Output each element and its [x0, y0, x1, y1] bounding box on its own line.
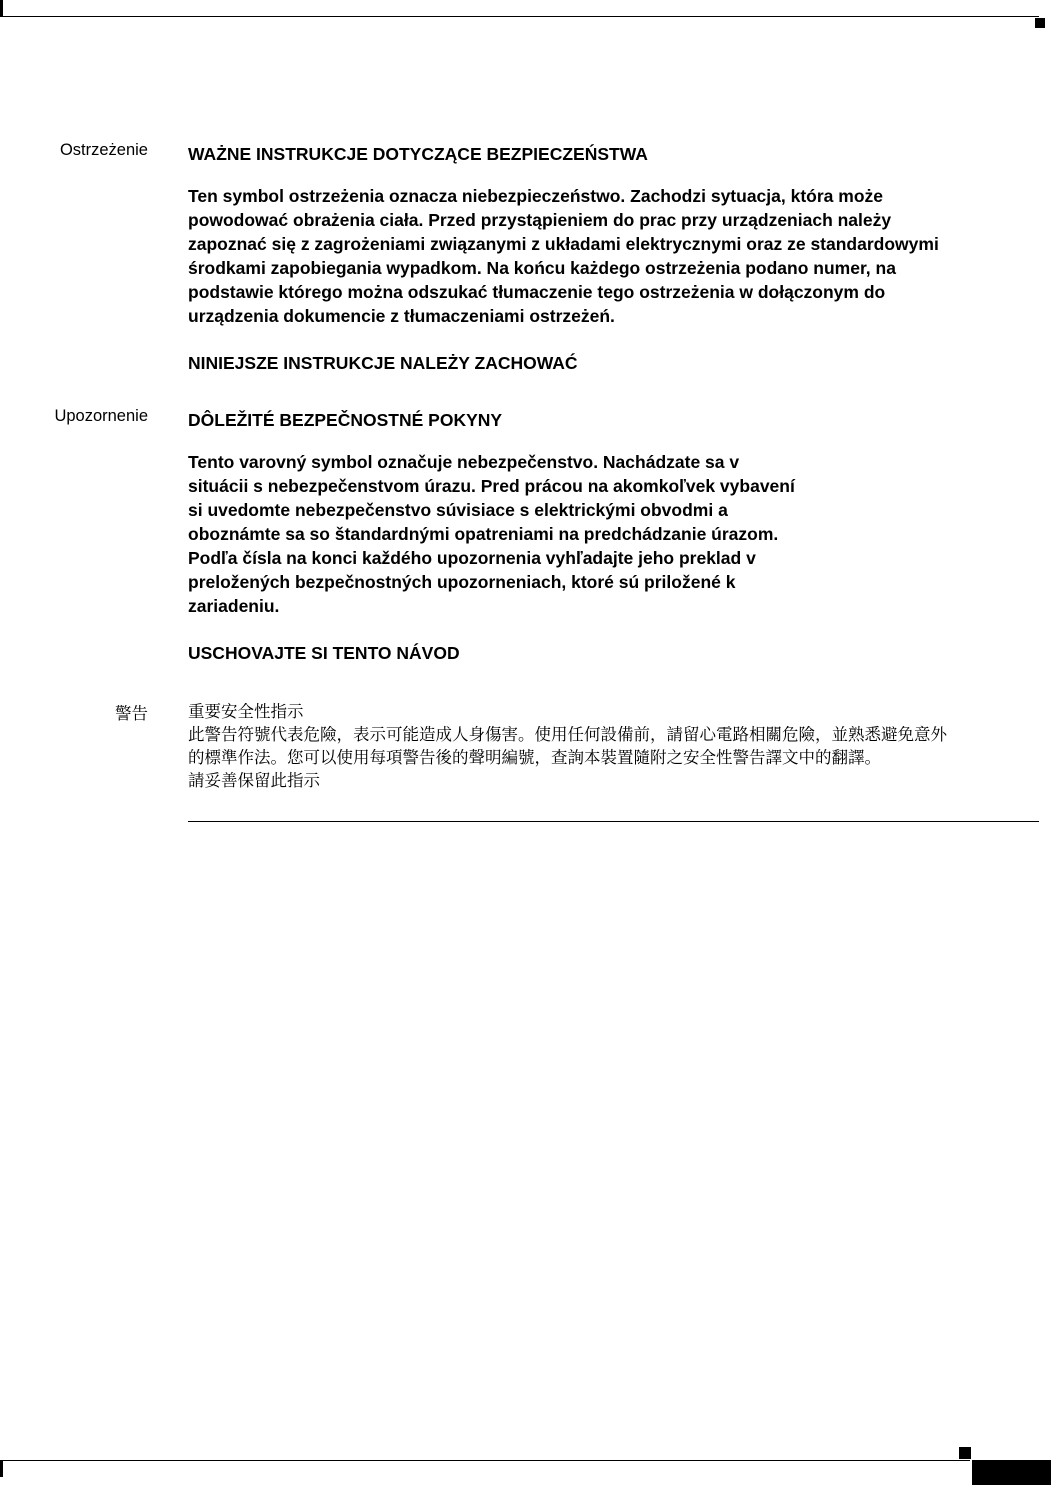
warning-line: zariadeniu.: [188, 596, 280, 616]
warning-footer-chinese: 請妥善保留此指示: [188, 771, 320, 790]
warning-block-polish: [188, 142, 939, 375]
warning-title-chinese: 重要安全性指示: [188, 702, 304, 721]
warning-line: si uvedomte nebezpečenstvo súvisiace s elektrickými obvodmi a: [188, 500, 728, 520]
warning-line: Podľa čísla na konci každého upozornenia vyhľadajte jeho preklad v: [188, 548, 756, 568]
warning-line: podstawie którego można odszukać tłumaczenie tego ostrzeżenia w dołączonym do: [188, 282, 886, 302]
warning-label-slovak: Upozornenie: [54, 407, 148, 425]
warning-block-chinese: [188, 700, 947, 792]
header-marker: [1035, 18, 1045, 28]
warning-line: Tento varovný symbol označuje nebezpečenstvo. Nachádzate sa v: [188, 452, 740, 472]
page-corner-mark-top: [0, 0, 3, 17]
page-number-tab: [972, 1460, 1051, 1485]
page-corner-mark-bottom: [0, 1460, 3, 1477]
warning-line: preložených bezpečnostných upozorneniach, ktoré sú priložené k: [188, 572, 736, 592]
footer-marker: [959, 1447, 971, 1459]
section-end-rule: [188, 821, 1039, 822]
warning-line: urządzenia dokumencie z tłumaczeniami ostrzeżeń.: [188, 306, 615, 326]
footer-rule: [0, 1460, 970, 1461]
warning-line: 此警告符號代表危險，表示可能造成人身傷害。使用任何設備前，請留心電路相關危險，並熟悉避免意外: [188, 725, 947, 744]
header-rule: [0, 16, 1039, 17]
warning-line: Ten symbol ostrzeżenia oznacza niebezpieczeństwo. Zachodzi sytuacja, która może: [188, 186, 884, 206]
warning-footer-polish: NINIEJSZE INSTRUKCJE NALEŻY ZACHOWAĆ: [188, 353, 578, 373]
warning-title-polish: WAŻNE INSTRUKCJE DOTYCZĄCE BEZPIECZEŃSTWA: [188, 144, 648, 164]
warning-title-slovak: DÔLEŽITÉ BEZPEČNOSTNÉ POKYNY: [188, 410, 503, 430]
warning-label-polish: Ostrzeżenie: [59, 141, 148, 159]
warning-line: 的標準作法。您可以使用每項警告後的聲明編號，查詢本裝置隨附之安全性警告譯文中的翻譯。: [188, 748, 881, 767]
warning-line: zapoznać się z zagrożeniami związanymi z układami elektrycznymi oraz ze standardowymi: [188, 234, 939, 254]
warning-footer-slovak: USCHOVAJTE SI TENTO NÁVOD: [188, 643, 460, 663]
warning-block-slovak: [188, 408, 795, 665]
warning-label-chinese: 警告: [115, 705, 148, 723]
warning-line: środkami zapobiegania wypadkom. Na końcu każdego ostrzeżenia podano numer, na: [188, 258, 896, 278]
warning-line: powodować obrażenia ciała. Przed przystąpieniem do prac przy urządzeniach należy: [188, 210, 892, 230]
warning-line: oboznámte sa so štandardnými opatreniami na predchádzanie úrazom.: [188, 524, 779, 544]
warning-line: situácii s nebezpečenstvom úrazu. Pred prácou na akomkoľvek vybavení: [188, 476, 795, 496]
